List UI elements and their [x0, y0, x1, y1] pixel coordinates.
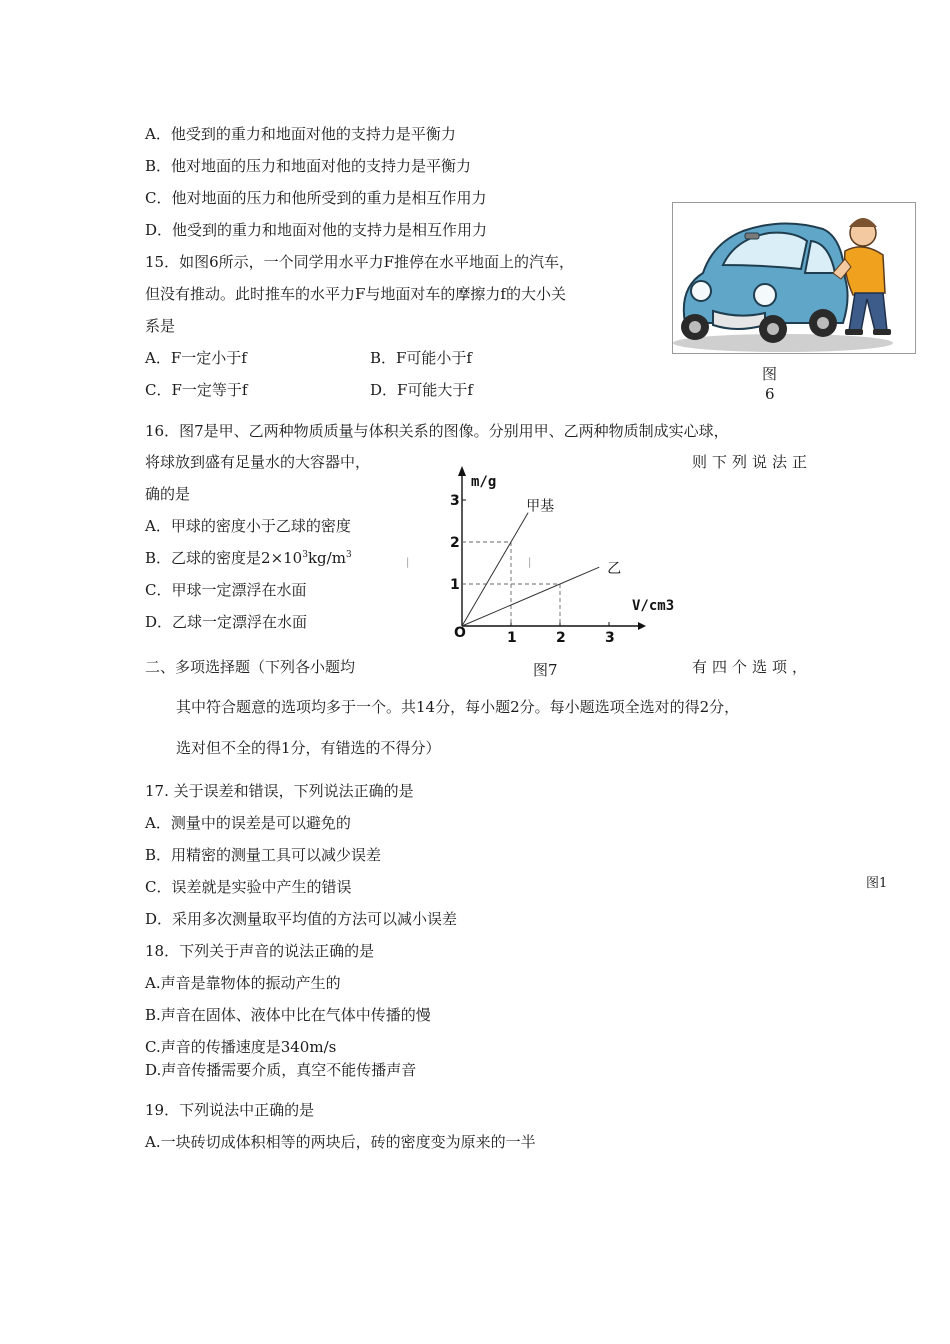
q17-option-c: C．误差就是实验中产生的错误 — [145, 878, 352, 896]
section2-heading-left: 二、多项选择题（下列各小题均 — [145, 658, 356, 676]
section2-line3: 选对但不全的得1分，有错选的不得分） — [176, 739, 441, 757]
q18-stem: 18．下列关于声音的说法正确的是 — [145, 942, 375, 960]
q14-option-b: B．他对地面的压力和地面对他的支持力是平衡力 — [145, 157, 472, 175]
figure-6-caption-line2: 6 — [765, 385, 775, 403]
q18-option-d: D.声音传播需要介质，真空不能传播声音 — [145, 1061, 417, 1079]
q18-option-b: B.声音在固体、液体中比在气体中传播的慢 — [145, 1006, 431, 1024]
q16-option-b — [145, 548, 352, 568]
q17-option-a: A．测量中的误差是可以避免的 — [145, 814, 351, 832]
x-tick-label: 2 — [556, 630, 566, 646]
q15-option-c: C．F一定等于f — [145, 381, 248, 399]
figure-6-caption — [762, 364, 786, 404]
q16-density-value: 2×10 — [261, 549, 303, 567]
q16-density-exp: 3 — [302, 550, 308, 560]
q15-option-a: A．F一定小于f — [145, 349, 247, 367]
q17-option-d: D．采用多次测量取平均值的方法可以减小误差 — [145, 910, 458, 928]
x-tick-label: 1 — [507, 630, 517, 646]
x-axis-label: V/cm3 — [632, 598, 675, 614]
figure-7-chart — [440, 462, 675, 652]
q17-stem: 17. 关于误差和错误，下列说法正确的是 — [145, 782, 414, 800]
series-label-1: 甲基 — [526, 498, 555, 515]
figure-6-caption-line1: 图 — [762, 365, 778, 383]
q16-stem-line2-right: 则下列说法正 — [692, 453, 813, 471]
q16-density-unit-exp: 3 — [345, 550, 352, 560]
x-axis-arrow — [638, 622, 646, 630]
stray-mark-left: | — [406, 557, 410, 568]
q16-stem-line2-left: 将球放到盛有足量水的大容器中， — [145, 453, 371, 471]
series-label-2: 乙 — [607, 561, 622, 578]
q16-stem-line1: 16．图7是甲、乙两种物质质量与体积关系的图像。分别用甲、乙两种物质制成实心球， — [145, 422, 729, 440]
q15-option-b: B．F可能小于f — [370, 349, 472, 367]
car-push-image — [673, 203, 915, 353]
q16-option-a: A．甲球的密度小于乙球的密度 — [145, 517, 351, 535]
series-line-2 — [462, 567, 599, 626]
figure-7-caption: 图7 — [533, 661, 558, 679]
q19-option-a: A.一块砖切成体积相等的两块后，砖的密度变为原来的一半 — [145, 1133, 536, 1151]
q14-option-a: A．他受到的重力和地面对他的支持力是平衡力 — [145, 125, 456, 143]
q18-option-a: A.声音是靠物体的振动产生的 — [145, 974, 341, 992]
series-line-1 — [462, 513, 528, 626]
q16-stem-line3: 确的是 — [145, 485, 191, 503]
figure-6-car-illustration — [672, 202, 916, 354]
y-tick-label: 1 — [450, 577, 460, 593]
section2-heading-right: 有四个选项， — [692, 658, 813, 676]
stray-mark-right: | — [528, 557, 532, 568]
q15-stem-line2: 但没有推动。此时推车的水平力F与地面对车的摩擦力f的大小关 — [145, 285, 566, 303]
q16-option-b-text: B．乙球的密度是 — [145, 549, 262, 567]
origin-label: O — [454, 625, 466, 641]
q14-option-d: D．他受到的重力和地面对他的支持力是相互作用力 — [145, 221, 488, 239]
stray-figure-1-caption: 图1 — [866, 876, 888, 891]
q18-option-c: C.声音的传播速度是340m/s — [145, 1038, 337, 1056]
q16-density-unit: kg/m — [307, 549, 346, 567]
q15-option-d: D．F可能大于f — [370, 381, 473, 399]
q16-option-d: D．乙球一定漂浮在水面 — [145, 613, 308, 631]
y-tick-label: 2 — [450, 535, 460, 551]
q16-option-c: C．甲球一定漂浮在水面 — [145, 581, 307, 599]
y-axis-arrow — [458, 466, 466, 476]
section2-line2: 其中符合题意的选项均多于一个。共14分，每小题2分。每小题选项全选对的得2分， — [176, 698, 740, 716]
q19-stem: 19．下列说法中正确的是 — [145, 1101, 315, 1119]
q15-stem-line3: 系是 — [145, 317, 176, 335]
q15-stem-line1: 15．如图6所示，一个同学用水平力F推停在水平地面上的汽车， — [145, 253, 575, 271]
x-tick-label: 3 — [605, 630, 615, 646]
q14-option-c: C．他对地面的压力和他所受到的重力是相互作用力 — [145, 189, 487, 207]
y-axis-label: m/g — [471, 474, 497, 490]
q17-option-b: B．用精密的测量工具可以减少误差 — [145, 846, 382, 864]
y-tick-label: 3 — [450, 493, 460, 509]
